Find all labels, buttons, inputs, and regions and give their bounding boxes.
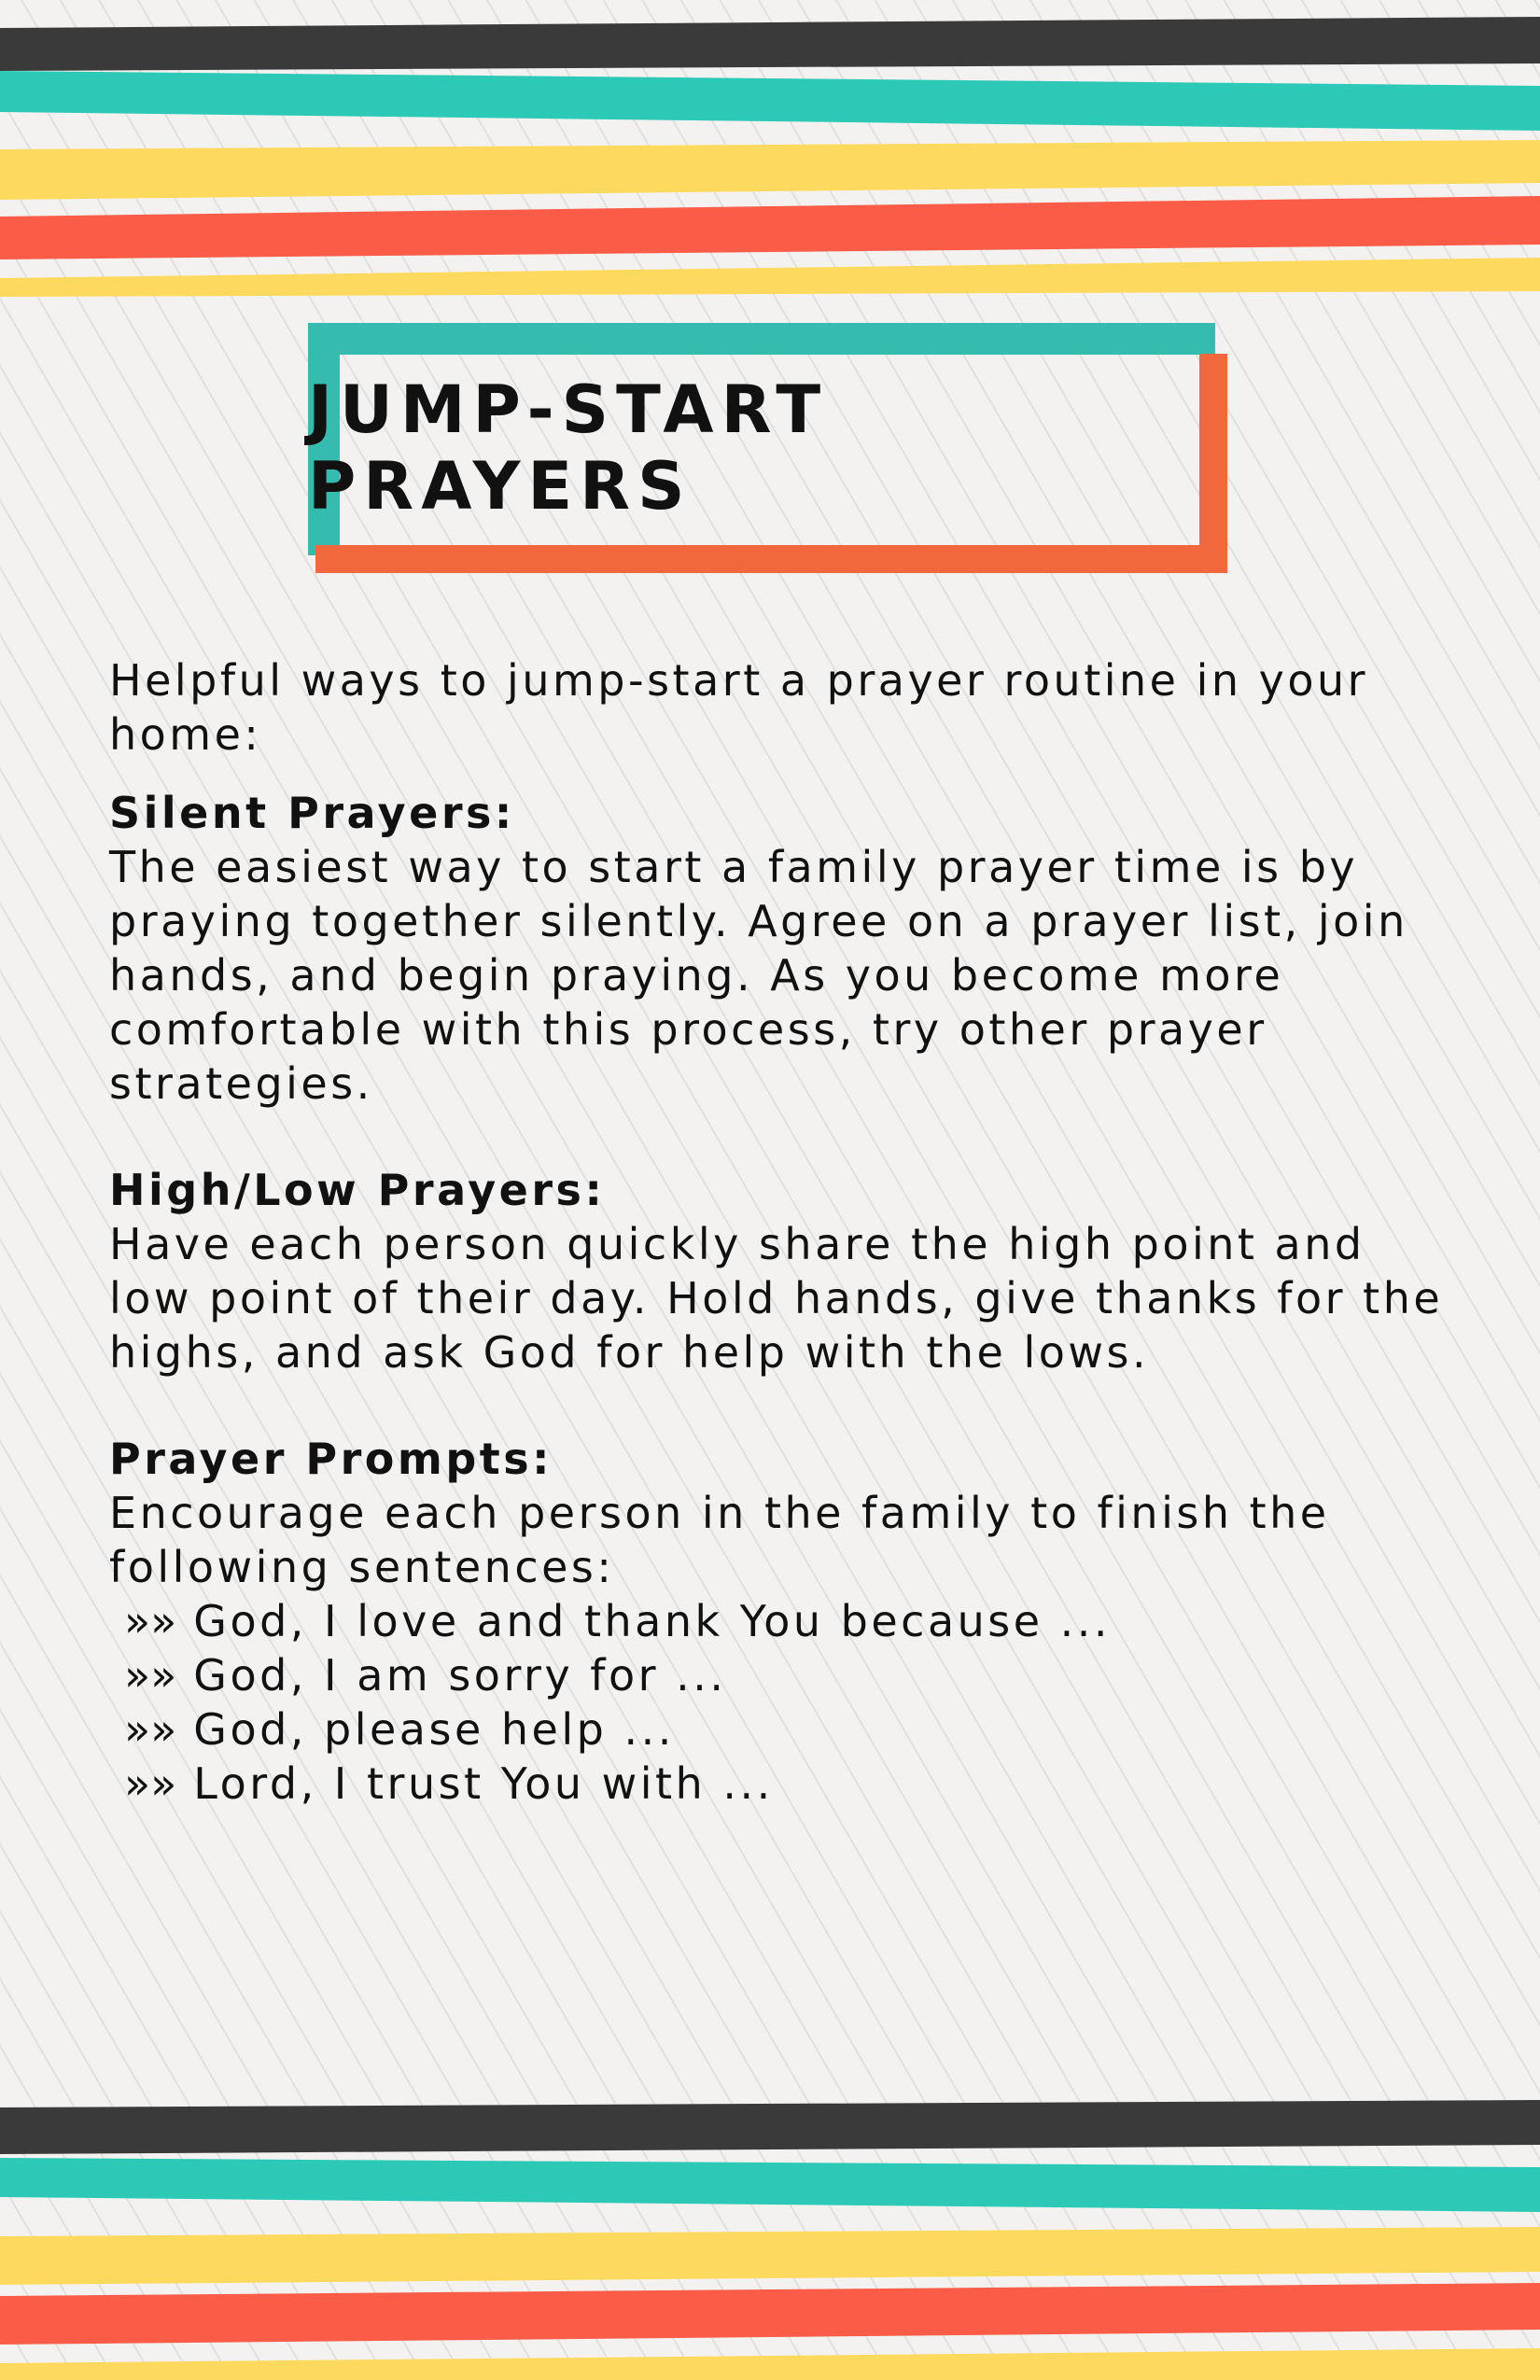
- list-item-text: God, please help ...: [193, 1704, 675, 1755]
- intro-text: Helpful ways to jump-start a prayer routine in your home:: [109, 655, 1369, 760]
- bullet-marker: »»: [124, 1650, 177, 1701]
- top-stripe-yellow: [0, 140, 1540, 200]
- list-item: [109, 1594, 1453, 1648]
- section-heading-silent-prayers: Silent Prayers:: [109, 788, 515, 838]
- top-stripes: [0, 0, 1540, 299]
- bottom-stripe-yellow: [0, 2227, 1540, 2285]
- top-stripe-yellow-thin: [0, 258, 1540, 297]
- bottom-stripe-yellow-thin: [0, 2348, 1540, 2380]
- list-item-text: God, I love and thank You because ...: [193, 1596, 1112, 1646]
- list-item: [109, 1702, 1453, 1757]
- content: [109, 653, 1453, 1811]
- top-stripe-red: [0, 196, 1540, 259]
- bottom-stripe-teal: [0, 2158, 1540, 2212]
- list-item-text: Lord, I trust You with ...: [193, 1758, 774, 1809]
- section-body-high-low-prayers: Have each person quickly share the high point and low point of their day. Hold hands, give thanks for the highs, and ask God for help with the lows.: [109, 1219, 1444, 1378]
- bullet-marker: »»: [124, 1758, 177, 1809]
- section-body-prayer-prompts: Encourage each person in the family to finish the following sentences:: [109, 1488, 1330, 1592]
- list-item-text: God, I am sorry for ...: [193, 1650, 727, 1701]
- title-frame: [308, 322, 1228, 574]
- bullet-marker: »»: [124, 1596, 177, 1646]
- top-stripe-teal: [0, 71, 1540, 131]
- list-item: [109, 1648, 1453, 1702]
- top-stripe-dark: [0, 17, 1540, 71]
- section-body-silent-prayers: The easiest way to start a family prayer time is by praying together silently. Agree on a prayer list, join hands, and begin praying. As you become more comfortable with this process, try other prayer strategies.: [109, 842, 1408, 1109]
- bullet-marker: »»: [124, 1704, 177, 1755]
- list-item: [109, 1757, 1453, 1811]
- bottom-stripe-dark: [0, 2100, 1540, 2154]
- bottom-stripes: [0, 2081, 1540, 2380]
- section-heading-prayer-prompts: Prayer Prompts:: [109, 1434, 553, 1484]
- page-title: JUMP-START PRAYERS: [308, 371, 829, 525]
- prayer-prompt-list: [109, 1594, 1453, 1811]
- section-heading-high-low-prayers: High/Low Prayers:: [109, 1165, 606, 1215]
- bottom-stripe-red: [0, 2283, 1540, 2345]
